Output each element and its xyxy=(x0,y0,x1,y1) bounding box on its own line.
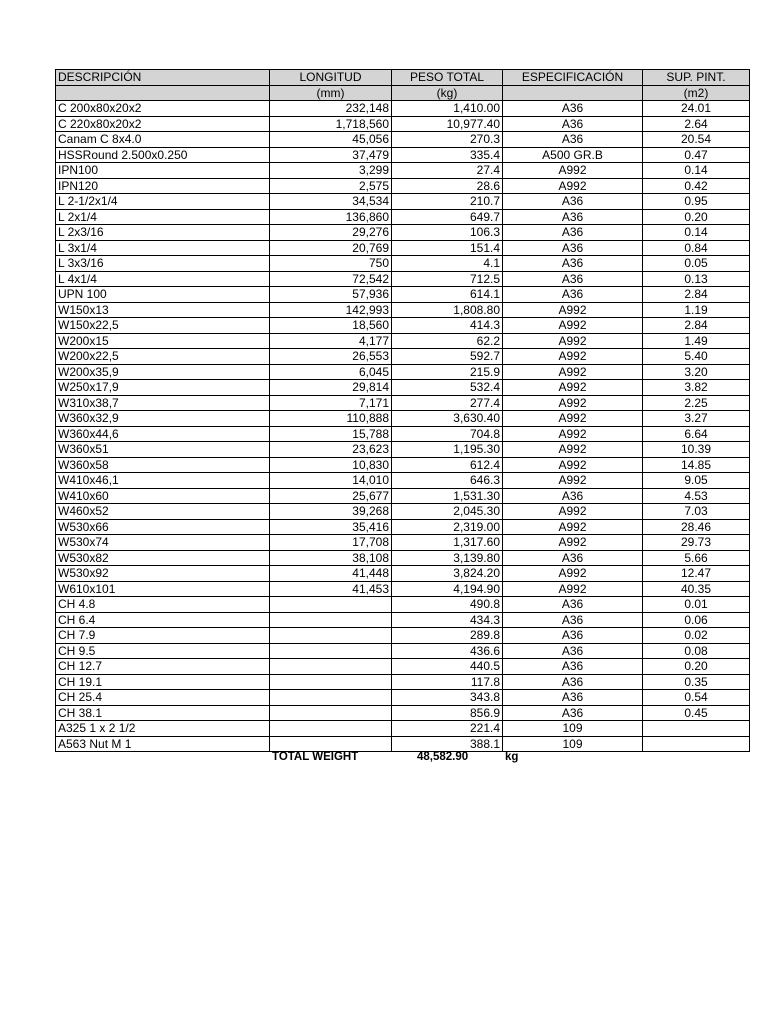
cell-peso: 2,319.00 xyxy=(392,519,503,535)
cell-sup: 10.39 xyxy=(643,442,750,458)
cell-descripcion: CH 4.8 xyxy=(56,597,270,613)
cell-longitud: 136,860 xyxy=(270,209,392,225)
cell-especificacion: 109 xyxy=(503,721,643,737)
cell-longitud xyxy=(270,643,392,659)
total-unit: kg xyxy=(505,751,519,763)
table-row xyxy=(56,132,750,148)
cell-descripcion: W530x74 xyxy=(56,535,270,551)
cell-peso: 592.7 xyxy=(392,349,503,365)
cell-especificacion: A36 xyxy=(503,597,643,613)
cell-peso: 4,194.90 xyxy=(392,581,503,597)
table-row xyxy=(56,364,750,380)
cell-especificacion: A36 xyxy=(503,690,643,706)
cell-peso: 414.3 xyxy=(392,318,503,334)
cell-descripcion: CH 38.1 xyxy=(56,705,270,721)
cell-longitud: 29,814 xyxy=(270,380,392,396)
cell-descripcion: W310x38,7 xyxy=(56,395,270,411)
cell-especificacion: A992 xyxy=(503,302,643,318)
cell-sup: 7.03 xyxy=(643,504,750,520)
cell-longitud xyxy=(270,597,392,613)
cell-descripcion: W460x52 xyxy=(56,504,270,520)
cell-especificacion: A500 GR.B xyxy=(503,147,643,163)
cell-longitud: 10,830 xyxy=(270,457,392,473)
cell-sup: 0.06 xyxy=(643,612,750,628)
cell-descripcion: L 2-1/2x1/4 xyxy=(56,194,270,210)
cell-longitud: 34,534 xyxy=(270,194,392,210)
header-row xyxy=(56,70,750,86)
cell-peso: 10,977.40 xyxy=(392,116,503,132)
cell-longitud: 45,056 xyxy=(270,132,392,148)
cell-descripcion: W150x22,5 xyxy=(56,318,270,334)
cell-especificacion: A36 xyxy=(503,101,643,117)
cell-longitud: 38,108 xyxy=(270,550,392,566)
cell-sup: 1.19 xyxy=(643,302,750,318)
table-row xyxy=(56,659,750,675)
cell-especificacion: A36 xyxy=(503,271,643,287)
cell-descripcion: W250x17,9 xyxy=(56,380,270,396)
cell-descripcion: L 3x3/16 xyxy=(56,256,270,272)
table-row xyxy=(56,581,750,597)
cell-longitud: 3,299 xyxy=(270,163,392,179)
cell-longitud xyxy=(270,721,392,737)
cell-peso: 1,808.80 xyxy=(392,302,503,318)
table-row xyxy=(56,240,750,256)
table-row xyxy=(56,597,750,613)
header-sup-unit: (m2) xyxy=(643,85,750,101)
cell-sup: 0.20 xyxy=(643,659,750,675)
cell-longitud: 26,553 xyxy=(270,349,392,365)
cell-especificacion: A992 xyxy=(503,163,643,179)
table-row xyxy=(56,457,750,473)
cell-sup: 4.53 xyxy=(643,488,750,504)
cell-longitud: 72,542 xyxy=(270,271,392,287)
cell-descripcion: Canam C 8x4.0 xyxy=(56,132,270,148)
cell-longitud: 23,623 xyxy=(270,442,392,458)
table-row xyxy=(56,426,750,442)
cell-sup: 28.46 xyxy=(643,519,750,535)
cell-descripcion: HSSRound 2.500x0.250 xyxy=(56,147,270,163)
cell-peso: 1,531.30 xyxy=(392,488,503,504)
cell-longitud: 41,453 xyxy=(270,581,392,597)
header-descripcion: DESCRIPCIÓN xyxy=(56,70,270,86)
cell-especificacion: A36 xyxy=(503,225,643,241)
cell-sup: 5.40 xyxy=(643,349,750,365)
table-row xyxy=(56,225,750,241)
cell-sup: 0.45 xyxy=(643,705,750,721)
cell-descripcion: W360x51 xyxy=(56,442,270,458)
cell-longitud: 110,888 xyxy=(270,411,392,427)
cell-peso: 436.6 xyxy=(392,643,503,659)
cell-peso: 221.4 xyxy=(392,721,503,737)
cell-descripcion: A563 Nut M 1 xyxy=(56,736,270,752)
cell-especificacion: A992 xyxy=(503,411,643,427)
cell-especificacion: A992 xyxy=(503,504,643,520)
cell-sup: 14.85 xyxy=(643,457,750,473)
table-row xyxy=(56,690,750,706)
table-row xyxy=(56,287,750,303)
cell-descripcion: W200x35,9 xyxy=(56,364,270,380)
table-row xyxy=(56,628,750,644)
cell-sup: 0.42 xyxy=(643,178,750,194)
cell-longitud xyxy=(270,612,392,628)
cell-especificacion: A992 xyxy=(503,318,643,334)
cell-descripcion: W360x58 xyxy=(56,457,270,473)
cell-sup: 3.27 xyxy=(643,411,750,427)
cell-especificacion: A36 xyxy=(503,488,643,504)
cell-especificacion: A992 xyxy=(503,380,643,396)
cell-peso: 614.1 xyxy=(392,287,503,303)
cell-descripcion: W530x92 xyxy=(56,566,270,582)
cell-peso: 270.3 xyxy=(392,132,503,148)
cell-longitud: 6,045 xyxy=(270,364,392,380)
cell-longitud: 750 xyxy=(270,256,392,272)
cell-longitud: 20,769 xyxy=(270,240,392,256)
cell-especificacion: A36 xyxy=(503,132,643,148)
cell-sup: 3.20 xyxy=(643,364,750,380)
table-row xyxy=(56,163,750,179)
cell-sup: 0.13 xyxy=(643,271,750,287)
table-row xyxy=(56,504,750,520)
header-peso-unit: (kg) xyxy=(392,85,503,101)
header-peso: PESO TOTAL xyxy=(392,70,503,86)
cell-sup: 0.01 xyxy=(643,597,750,613)
cell-peso: 28.6 xyxy=(392,178,503,194)
cell-sup: 0.20 xyxy=(643,209,750,225)
cell-peso: 3,630.40 xyxy=(392,411,503,427)
table-row xyxy=(56,101,750,117)
cell-especificacion: A992 xyxy=(503,535,643,551)
cell-peso: 106.3 xyxy=(392,225,503,241)
cell-sup: 24.01 xyxy=(643,101,750,117)
cell-peso: 277.4 xyxy=(392,395,503,411)
cell-sup: 1.49 xyxy=(643,333,750,349)
cell-especificacion: A36 xyxy=(503,209,643,225)
cell-peso: 440.5 xyxy=(392,659,503,675)
cell-especificacion: A36 xyxy=(503,287,643,303)
cell-longitud: 15,788 xyxy=(270,426,392,442)
cell-peso: 2,045.30 xyxy=(392,504,503,520)
cell-peso: 712.5 xyxy=(392,271,503,287)
cell-descripcion: CH 19.1 xyxy=(56,674,270,690)
cell-peso: 704.8 xyxy=(392,426,503,442)
cell-descripcion: CH 12.7 xyxy=(56,659,270,675)
cell-peso: 388.1 xyxy=(392,736,503,752)
table-row xyxy=(56,178,750,194)
cell-especificacion: A36 xyxy=(503,674,643,690)
cell-longitud: 25,677 xyxy=(270,488,392,504)
cell-especificacion: A36 xyxy=(503,612,643,628)
header-units-empty xyxy=(56,85,270,101)
cell-descripcion: W410x46,1 xyxy=(56,473,270,489)
cell-sup: 2.64 xyxy=(643,116,750,132)
table-row xyxy=(56,349,750,365)
cell-descripcion: C 200x80x20x2 xyxy=(56,101,270,117)
cell-especificacion: A992 xyxy=(503,442,643,458)
header-sup: SUP. PINT. xyxy=(643,70,750,86)
cell-especificacion: A992 xyxy=(503,566,643,582)
table-row xyxy=(56,442,750,458)
cell-sup: 12.47 xyxy=(643,566,750,582)
cell-peso: 289.8 xyxy=(392,628,503,644)
cell-peso: 1,410.00 xyxy=(392,101,503,117)
cell-peso: 3,824.20 xyxy=(392,566,503,582)
cell-descripcion: UPN 100 xyxy=(56,287,270,303)
cell-longitud: 39,268 xyxy=(270,504,392,520)
cell-longitud: 17,708 xyxy=(270,535,392,551)
cell-longitud: 35,416 xyxy=(270,519,392,535)
cell-sup xyxy=(643,736,750,752)
cell-especificacion: A36 xyxy=(503,240,643,256)
cell-peso: 856.9 xyxy=(392,705,503,721)
cell-especificacion: A36 xyxy=(503,256,643,272)
cell-peso: 343.8 xyxy=(392,690,503,706)
cell-longitud: 57,936 xyxy=(270,287,392,303)
cell-especificacion: A992 xyxy=(503,457,643,473)
cell-sup: 0.14 xyxy=(643,163,750,179)
cell-descripcion: L 2x1/4 xyxy=(56,209,270,225)
cell-sup: 40.35 xyxy=(643,581,750,597)
total-value: 48,582.90 xyxy=(417,751,469,763)
cell-especificacion: A36 xyxy=(503,194,643,210)
header-spec-empty xyxy=(503,85,643,101)
cell-especificacion: A992 xyxy=(503,519,643,535)
table-row xyxy=(56,721,750,737)
table-row xyxy=(56,194,750,210)
table-row xyxy=(56,473,750,489)
header-especificacion: ESPECIFICACIÓN xyxy=(503,70,643,86)
table-row xyxy=(56,643,750,659)
cell-peso: 646.3 xyxy=(392,473,503,489)
material-table xyxy=(55,69,750,752)
cell-especificacion: A992 xyxy=(503,473,643,489)
table-row xyxy=(56,209,750,225)
cell-descripcion: CH 6.4 xyxy=(56,612,270,628)
cell-especificacion: A36 xyxy=(503,659,643,675)
cell-peso: 210.7 xyxy=(392,194,503,210)
table-row xyxy=(56,318,750,334)
table-row xyxy=(56,550,750,566)
cell-especificacion: A36 xyxy=(503,116,643,132)
cell-sup: 6.64 xyxy=(643,426,750,442)
cell-especificacion: 109 xyxy=(503,736,643,752)
cell-descripcion: W200x22,5 xyxy=(56,349,270,365)
cell-especificacion: A992 xyxy=(503,426,643,442)
cell-descripcion: W410x60 xyxy=(56,488,270,504)
cell-sup: 0.14 xyxy=(643,225,750,241)
cell-peso: 1,317.60 xyxy=(392,535,503,551)
header-longitud-unit: (mm) xyxy=(270,85,392,101)
cell-especificacion: A36 xyxy=(503,705,643,721)
table-row xyxy=(56,333,750,349)
table-row xyxy=(56,116,750,132)
cell-peso: 62.2 xyxy=(392,333,503,349)
cell-especificacion: A36 xyxy=(503,550,643,566)
table-body xyxy=(56,70,750,752)
cell-peso: 490.8 xyxy=(392,597,503,613)
table-row xyxy=(56,395,750,411)
cell-descripcion: L 2x3/16 xyxy=(56,225,270,241)
cell-sup: 29.73 xyxy=(643,535,750,551)
cell-sup: 0.35 xyxy=(643,674,750,690)
cell-descripcion: W360x44,6 xyxy=(56,426,270,442)
table-row xyxy=(56,271,750,287)
cell-descripcion: W360x32,9 xyxy=(56,411,270,427)
table-row xyxy=(56,566,750,582)
cell-descripcion: W530x66 xyxy=(56,519,270,535)
header-units-row xyxy=(56,85,750,101)
cell-sup: 5.66 xyxy=(643,550,750,566)
cell-descripcion: A325 1 x 2 1/2 xyxy=(56,721,270,737)
cell-descripcion: W150x13 xyxy=(56,302,270,318)
cell-longitud xyxy=(270,674,392,690)
cell-peso: 4.1 xyxy=(392,256,503,272)
cell-longitud xyxy=(270,690,392,706)
cell-longitud: 14,010 xyxy=(270,473,392,489)
cell-sup: 0.84 xyxy=(643,240,750,256)
table-row xyxy=(56,736,750,752)
cell-sup: 0.95 xyxy=(643,194,750,210)
cell-descripcion: W200x15 xyxy=(56,333,270,349)
cell-descripcion: CH 25.4 xyxy=(56,690,270,706)
cell-especificacion: A992 xyxy=(503,333,643,349)
table-row xyxy=(56,674,750,690)
cell-especificacion: A992 xyxy=(503,349,643,365)
cell-peso: 335.4 xyxy=(392,147,503,163)
table-row xyxy=(56,147,750,163)
cell-especificacion: A992 xyxy=(503,364,643,380)
cell-descripcion: C 220x80x20x2 xyxy=(56,116,270,132)
cell-peso: 1,195.30 xyxy=(392,442,503,458)
cell-sup: 0.08 xyxy=(643,643,750,659)
table-row xyxy=(56,302,750,318)
table-row xyxy=(56,519,750,535)
cell-longitud: 1,718,560 xyxy=(270,116,392,132)
cell-peso: 649.7 xyxy=(392,209,503,225)
cell-sup: 2.25 xyxy=(643,395,750,411)
header-longitud: LONGITUD xyxy=(270,70,392,86)
cell-sup xyxy=(643,721,750,737)
table-row xyxy=(56,535,750,551)
cell-peso: 532.4 xyxy=(392,380,503,396)
cell-peso: 215.9 xyxy=(392,364,503,380)
cell-longitud: 29,276 xyxy=(270,225,392,241)
cell-sup: 0.47 xyxy=(643,147,750,163)
table-row xyxy=(56,705,750,721)
cell-especificacion: A992 xyxy=(503,395,643,411)
cell-descripcion: CH 9.5 xyxy=(56,643,270,659)
cell-descripcion: W530x82 xyxy=(56,550,270,566)
table-row xyxy=(56,411,750,427)
cell-peso: 434.3 xyxy=(392,612,503,628)
cell-longitud: 2,575 xyxy=(270,178,392,194)
cell-sup: 3.82 xyxy=(643,380,750,396)
cell-especificacion: A992 xyxy=(503,178,643,194)
cell-peso: 151.4 xyxy=(392,240,503,256)
table-row xyxy=(56,380,750,396)
table-row xyxy=(56,256,750,272)
cell-sup: 9.05 xyxy=(643,473,750,489)
total-label: TOTAL WEIGHT xyxy=(272,751,359,763)
cell-especificacion: A992 xyxy=(503,581,643,597)
cell-longitud: 37,479 xyxy=(270,147,392,163)
cell-descripcion: CH 7.9 xyxy=(56,628,270,644)
cell-especificacion: A36 xyxy=(503,628,643,644)
cell-longitud: 41,448 xyxy=(270,566,392,582)
table-row xyxy=(56,612,750,628)
cell-descripcion: IPN100 xyxy=(56,163,270,179)
table-row xyxy=(56,488,750,504)
cell-peso: 117.8 xyxy=(392,674,503,690)
cell-longitud xyxy=(270,705,392,721)
cell-sup: 2.84 xyxy=(643,287,750,303)
cell-descripcion: L 4x1/4 xyxy=(56,271,270,287)
cell-longitud: 7,171 xyxy=(270,395,392,411)
cell-sup: 0.54 xyxy=(643,690,750,706)
cell-peso: 612.4 xyxy=(392,457,503,473)
cell-longitud: 232,148 xyxy=(270,101,392,117)
cell-sup: 2.84 xyxy=(643,318,750,334)
cell-especificacion: A36 xyxy=(503,643,643,659)
cell-descripcion: L 3x1/4 xyxy=(56,240,270,256)
cell-longitud xyxy=(270,628,392,644)
cell-peso: 27.4 xyxy=(392,163,503,179)
cell-longitud: 142,993 xyxy=(270,302,392,318)
cell-sup: 0.02 xyxy=(643,628,750,644)
cell-longitud: 18,560 xyxy=(270,318,392,334)
cell-descripcion: IPN120 xyxy=(56,178,270,194)
cell-sup: 20.54 xyxy=(643,132,750,148)
cell-peso: 3,139.80 xyxy=(392,550,503,566)
cell-longitud xyxy=(270,659,392,675)
cell-sup: 0.05 xyxy=(643,256,750,272)
cell-longitud: 4,177 xyxy=(270,333,392,349)
cell-descripcion: W610x101 xyxy=(56,581,270,597)
